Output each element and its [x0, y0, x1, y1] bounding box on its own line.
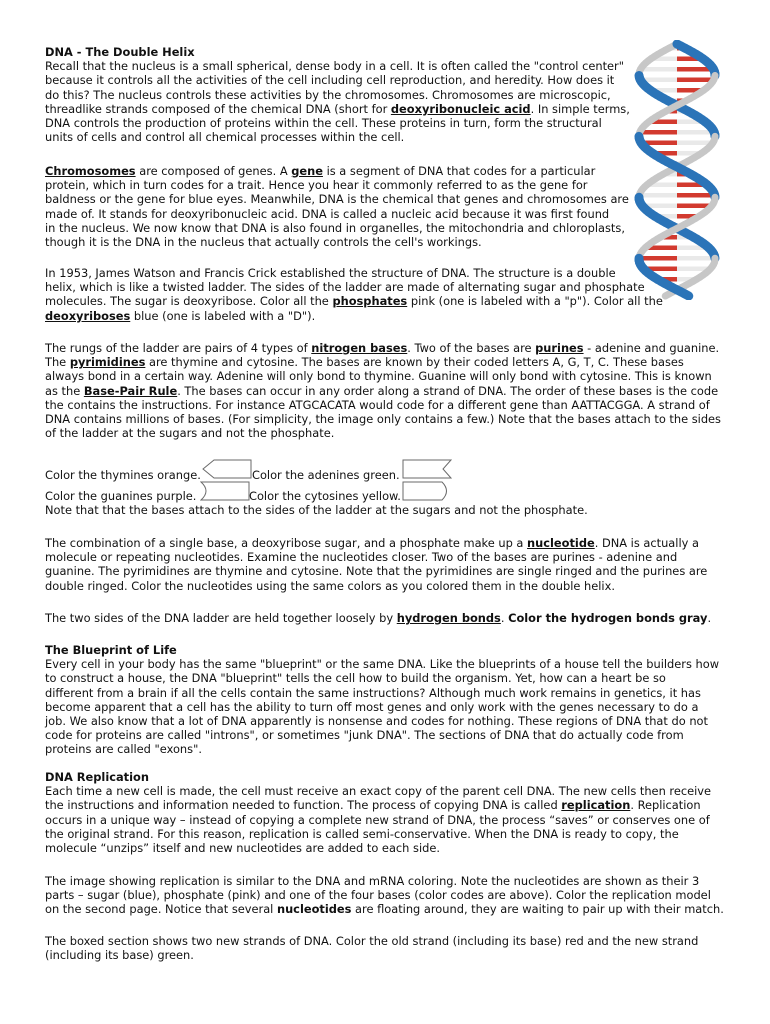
text-line [45, 294, 663, 308]
text-guanine-instruction: Color the guanines purple. [45, 489, 197, 503]
text-line [45, 355, 721, 369]
term-phosphates: phosphates [332, 294, 408, 309]
text-line: In 1953, James Watson and Francis Crick established the structure of DNA. The structure is a double [45, 266, 616, 280]
text-span: . [707, 611, 712, 625]
text-span: as the [45, 383, 84, 398]
text-span: . In simple terms, [530, 101, 630, 116]
thymine-shape-icon [202, 459, 252, 479]
text-line: though it is the DNA in the nucleus that actually controls the cell's workings. [45, 235, 482, 250]
text-span: molecules. The sugar is deoxyribose. Color all the [45, 294, 333, 309]
text-line: guanine. The pyrimidines are thymine and cytosine. Note that the pyrimidines are single ringed and the purines are [45, 564, 708, 579]
text-line: the contains the instructions. For instance ATGCACATA would code for a different gene than AATTACGGA. A strand of [45, 397, 710, 412]
text-line: baldness or the gene for blue eyes. Meanwhile, DNA is the chemical that genes and chromosomes are [45, 192, 629, 207]
text-thymine-instruction: Color the thymines orange. [45, 468, 201, 482]
text-line: units of cells and control all chemical processes within the cell. [45, 130, 405, 145]
text-line: code for proteins are called "introns", or sometimes "junk DNA". The sections of DNA that do actually code from [45, 728, 684, 743]
helix-strand-b [665, 294, 669, 296]
text-line: The boxed section shows two new strands of DNA. Color the old strand (including its base) red and the new strand [45, 934, 699, 948]
text-span: the instructions and information needed to function. The process of copying DNA is called [45, 798, 562, 813]
text-span: . The bases can occur in any order along a strand of DNA. The order of these bases is the code [177, 383, 719, 398]
section-replication-image [45, 874, 724, 917]
section-boxed-strands [45, 934, 698, 962]
text-line: Each time a new cell is made, the cell must receive an exact copy of the parent cell DNA. The new cells then receive [45, 784, 712, 799]
text-line: double ringed. Color the nucleotides using the same colors as you colored them in the double helix. [45, 578, 615, 593]
text-line [45, 611, 711, 625]
text-span: pink (one is labeled with a "p"). Color all the [407, 294, 663, 309]
term-base-pair-rule: Base-Pair Rule [83, 383, 178, 398]
text-line: Every cell in your body has the same "blueprint" or the same DNA. Like the blueprints of a house tell the builders how [45, 657, 720, 672]
text-span: is a segment of DNA that codes for a particular [322, 164, 596, 178]
guanine-shape-icon [200, 481, 250, 501]
instruction-color-gray: Color the hydrogen bonds gray [508, 611, 708, 625]
text-line: different from a brain if all the cells contain the same instructions? Although much work remains in genetics, it has [45, 685, 701, 700]
text-line [45, 384, 721, 398]
term-nitrogen-bases: nitrogen bases [311, 341, 408, 355]
text-adenine-instruction: Color the adenines green. [252, 468, 400, 482]
heading-blueprint-of-life: The Blueprint of Life [45, 643, 177, 657]
text-cytosine-instruction: Color the cytosines yellow. [249, 489, 401, 503]
text-line: made of. It stands for deoxyribonucleic acid. DNA is called a nucleic acid because it was first found [45, 206, 610, 221]
heading-double-helix: DNA - The Double Helix [45, 45, 195, 59]
section-chromosomes [45, 164, 629, 249]
text-line: of the ladder at the sugars and not the phosphate. [45, 426, 335, 441]
text-line [45, 309, 663, 323]
text-line: always bond in a certain way. Adenine will only bond to thymine. Guanine will only bond with cytosine. This is known [45, 369, 712, 384]
text-line: job. We also know that a lot of DNA apparently is nonsense and codes for nothing. These regions of DNA that do not [45, 714, 708, 729]
text-line: proteins are called "exons". [45, 742, 202, 757]
text-line: to construct a house, the DNA "blueprint" tells the cell how to build the organism. Yet, how can a heart be so [45, 671, 666, 686]
text-span: . DNA is actually a [594, 536, 699, 550]
text-line: DNA contains millions of bases. (For simplicity, the image only contains a few.) Note that the bases attach to the sides [45, 412, 721, 427]
text-line: in the nucleus. We now know that DNA is also found in organelles, the mitochondria and chloroplasts, [45, 220, 625, 235]
text-line: DNA controls the production of proteins within the cell. These proteins in turn, form the structural [45, 116, 602, 131]
text-line [45, 902, 724, 916]
text-span: The [45, 355, 70, 370]
text-line: helix, which is like a twisted ladder. The sides of the ladder are made of alternating sugar and phosphate [45, 280, 645, 295]
text-line: the original strand. For this reason, replication is called semi-conservative. When the DNA is ready to copy, the [45, 826, 679, 841]
text-span: The rungs of the ladder are pairs of 4 types of [45, 341, 312, 355]
text-line: The image showing replication is similar to the DNA and mRNA coloring. Note the nucleotides are shown as their 3 [45, 874, 700, 888]
section-dna-replication [45, 770, 711, 855]
text-line: because it controls all the activities of the cell including cell reproduction, and heredity. How does it [45, 73, 615, 88]
cytosine-shape-icon [402, 481, 452, 501]
text-line: occurs in a unique way – instead of copying a complete new strand of DNA, the process “saves” or conserves one of [45, 812, 710, 827]
term-deoxyriboses: deoxyriboses [45, 308, 131, 323]
text-bases-note: Note that that the bases attach to the sides of the ladder at the sugars and not the phosphate. [45, 503, 588, 517]
text-line: molecule “unzips” itself and new nucleotides are added to each side. [45, 841, 440, 856]
text-line: become apparent that a cell has the ability to turn off most genes and only work with the genes necessary to do a [45, 699, 699, 714]
text-span: - adenine and guanine. [583, 341, 720, 355]
text-span: are floating around, they are waiting to pair up with their match. [351, 902, 724, 917]
text-span: are thymine and cytosine. The bases are known by their coded letters A, G, T, C. These bases [145, 355, 684, 370]
term-chromosomes: Chromosomes [45, 164, 136, 178]
text-span: The combination of a single base, a deoxyribose sugar, and a phosphate make up a [45, 536, 528, 550]
section-watson-crick [45, 266, 663, 323]
text-span: are composed of genes. A [135, 164, 292, 178]
text-line: molecule or repeating nucleotides. Examine the nucleotides closer. Two of the bases are purines - adenine and [45, 550, 678, 565]
text-line: do this? The nucleus controls these activities by the chromosomes. Chromosomes are microscopic, [45, 87, 611, 102]
term-pyrimidines: pyrimidines [69, 355, 146, 370]
section-nucleotide [45, 536, 707, 593]
term-replication: replication [561, 798, 631, 813]
section-nitrogen-bases [45, 341, 721, 440]
text-span: . [500, 611, 509, 625]
text-span: The two sides of the DNA ladder are held together loosely by [45, 611, 397, 625]
text-line [45, 798, 711, 812]
section-hydrogen-bonds [45, 611, 711, 625]
heading-dna-replication: DNA Replication [45, 770, 149, 784]
text-line: parts – sugar (blue), phosphate (pink) and one of the four bases (color codes are above). Color the replication model [45, 888, 711, 903]
term-hydrogen-bonds: hydrogen bonds [396, 611, 501, 625]
text-span: threadlike strands composed of the chemical DNA (short for [45, 101, 391, 116]
text-span: on the second page. Notice that several [45, 902, 277, 917]
section-blueprint [45, 643, 719, 757]
term-deoxyribonucleic-acid: deoxyribonucleic acid [390, 101, 531, 116]
text-line: protein, which in turn codes for a trait. Hence you hear it commonly referred to as the gene for [45, 178, 588, 193]
text-line [45, 536, 707, 550]
helix-strand-a [685, 294, 689, 296]
text-span: . Replication [630, 798, 701, 813]
term-nucleotide: nucleotide [527, 536, 595, 550]
term-purines: purines [535, 341, 584, 355]
adenine-shape-icon [402, 459, 452, 479]
text-span: . Two of the bases are [407, 341, 536, 355]
section-double-helix [45, 45, 630, 144]
term-nucleotides: nucleotides [276, 902, 352, 917]
text-line [45, 102, 630, 116]
text-line: (including its base) green. [45, 948, 194, 963]
text-line [45, 341, 721, 355]
text-line [45, 164, 629, 178]
text-span: blue (one is labeled with a "D"). [130, 308, 316, 323]
dna-double-helix-icon [615, 40, 735, 300]
term-gene: gene [291, 164, 323, 178]
text-line: Recall that the nucleus is a small spherical, dense body in a cell. It is often called the "control center" [45, 59, 624, 74]
